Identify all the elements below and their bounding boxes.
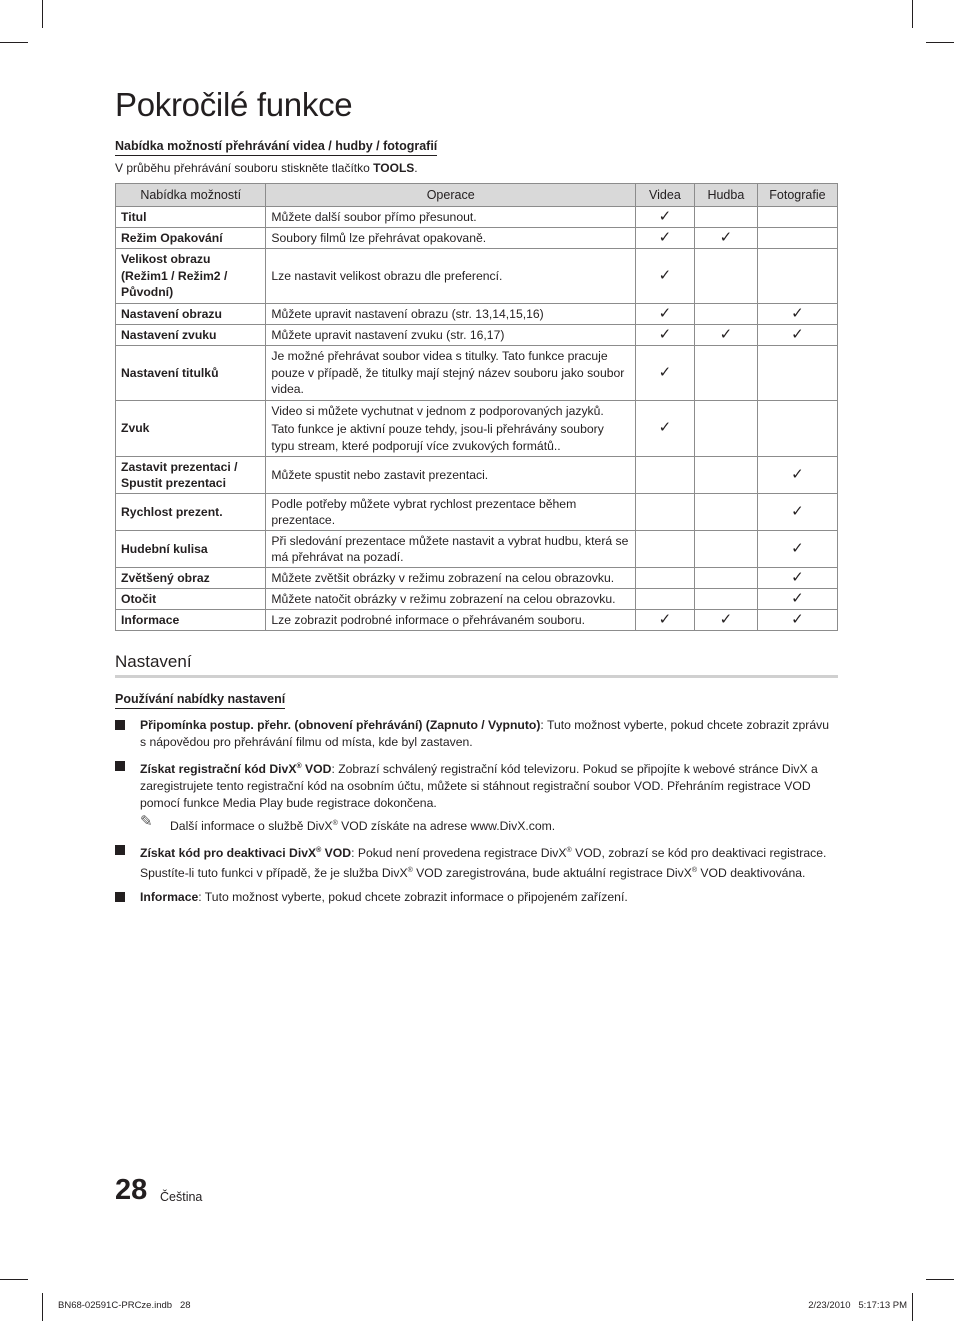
option-name: Zastavit prezentaci / Spustit prezentaci [116, 457, 266, 494]
photos-check [757, 249, 837, 304]
intro-suffix: . [414, 161, 418, 175]
list-item [115, 842, 838, 882]
label-part: Získat registrační kód DivX [140, 762, 297, 777]
photos-check [757, 207, 837, 228]
header-music: Hudba [694, 184, 757, 207]
header-option: Nabídka možností [116, 184, 266, 207]
option-operation: Můžete spustit nebo zastavit prezentaci. [266, 457, 636, 494]
option-operation: Můžete upravit nastavení obrazu (str. 13,14,15,16) [266, 304, 636, 325]
page-title: Pokročilé funkce [115, 86, 353, 123]
table-row [116, 401, 838, 457]
crop-mark [42, 0, 43, 28]
photos-check [757, 401, 837, 457]
option-operation: Můžete další soubor přímo přesunout. [266, 207, 636, 228]
menu-section-heading: Nabídka možností přehrávání videa / hudby / fotografií [115, 139, 437, 156]
page-number: 28 [115, 1174, 148, 1206]
crop-mark [0, 1279, 28, 1280]
videos-check: ✓ [635, 304, 694, 325]
item-text: : Tuto možnost vyberte, pokud chcete zobrazit informace o připojeném zařízení. [198, 890, 628, 905]
videos-check [635, 568, 694, 589]
crop-mark [926, 42, 954, 43]
settings-section-title: Nastavení [115, 652, 838, 678]
option-name: Nastavení obrazu [116, 304, 266, 325]
bullet-square-icon [115, 720, 125, 730]
registered-mark: ® [296, 763, 302, 770]
music-check [694, 589, 757, 610]
list-item [115, 717, 838, 751]
music-check: ✓ [694, 610, 757, 631]
page-language: Čeština [160, 1190, 203, 1204]
music-check [694, 207, 757, 228]
table-row [116, 494, 838, 531]
crop-mark [42, 1293, 43, 1321]
option-name: Nastavení zvuku [116, 325, 266, 346]
videos-check: ✓ [635, 207, 694, 228]
option-name: Titul [116, 207, 266, 228]
table-row [116, 610, 838, 631]
label-part: VOD [301, 762, 332, 777]
option-name: Velikost obrazu (Režim1 / Režim2 / Původní) [116, 249, 266, 304]
table-row [116, 589, 838, 610]
videos-check: ✓ [635, 249, 694, 304]
photos-check [757, 228, 837, 249]
settings-list [115, 717, 838, 913]
table-row [116, 568, 838, 589]
videos-check: ✓ [635, 610, 694, 631]
option-name: Nastavení titulků [116, 346, 266, 401]
item-label: Připomínka postup. přehr. (obnovení přehrávání) (Zapnuto / Vypnuto) [140, 718, 541, 732]
option-name: Hudební kulisa [116, 531, 266, 568]
table-row [116, 228, 838, 249]
option-name: Rychlost prezent. [116, 494, 266, 531]
videos-check: ✓ [635, 325, 694, 346]
table-row [116, 304, 838, 325]
list-item [115, 889, 838, 906]
photos-check: ✓ [757, 304, 837, 325]
registered-mark: ® [407, 867, 413, 875]
videos-check [635, 531, 694, 568]
table-row [116, 249, 838, 304]
music-check [694, 568, 757, 589]
item-label [140, 846, 351, 860]
list-item [115, 758, 838, 835]
table-row [116, 346, 838, 401]
registered-mark: ® [316, 847, 322, 855]
option-name: Zvětšený obraz [116, 568, 266, 589]
option-operation: Soubory filmů lze přehrávat opakovaně. [266, 228, 636, 249]
music-check: ✓ [694, 228, 757, 249]
registered-mark: ® [332, 820, 338, 828]
crop-mark [926, 1279, 954, 1280]
item-text: VOD, zobrazí se kód pro deaktivaci registrace. Spustíte-li tuto funkci v případě, že je služba DivX [140, 846, 827, 881]
option-operation: Je možné přehrávat soubor videa s titulky. Tato funkce pracuje pouze v případě, že titulky mají stejný název souboru jako soubor videa. [266, 346, 636, 401]
option-operation: Při sledování prezentace můžete nastavit a vybrat hudbu, která se má přehrávat na pozadí. [266, 531, 636, 568]
videos-check: ✓ [635, 228, 694, 249]
photos-check: ✓ [757, 494, 837, 531]
item-text: VOD zaregistrována, bude aktuální registrace DivX [412, 866, 692, 881]
note-text: Další informace o službě DivX [170, 819, 333, 834]
option-operation [266, 401, 636, 457]
music-check [694, 401, 757, 457]
table-row [116, 457, 838, 494]
videos-check: ✓ [635, 346, 694, 401]
photos-check: ✓ [757, 325, 837, 346]
operation-line-2: Tato funkce je aktivní pouze tehdy, jsou-li přehrávány soubory typu stream, které podporují více zvukových formátů.. [271, 422, 604, 453]
music-check [694, 249, 757, 304]
crop-mark [912, 0, 913, 28]
option-operation: Lze nastavit velikost obrazu dle preferencí. [266, 249, 636, 304]
option-operation: Můžete natočit obrázky v režimu zobrazení na celou obrazovku. [266, 589, 636, 610]
registered-mark: ® [566, 847, 572, 855]
music-check [694, 457, 757, 494]
print-file-info: BN68-02591C-PRCze.indb 28 [58, 1300, 191, 1311]
item-text: : Pokud není provedena registrace DivX [351, 846, 567, 861]
option-name: Otočit [116, 589, 266, 610]
table-row [116, 207, 838, 228]
item-text: VOD deaktivována. [697, 866, 806, 881]
header-operation: Operace [266, 184, 636, 207]
print-timestamp: 2/23/2010 5:17:13 PM [808, 1300, 907, 1311]
photos-check: ✓ [757, 610, 837, 631]
table-row [116, 531, 838, 568]
photos-check: ✓ [757, 531, 837, 568]
operation-line-1: Video si můžete vychutnat v jednom z podporovaných jazyků. [271, 403, 604, 418]
option-name: Informace [116, 610, 266, 631]
table-row [116, 325, 838, 346]
photos-check: ✓ [757, 568, 837, 589]
note-text: VOD získáte na adrese www.DivX.com. [337, 819, 556, 834]
label-part: Získat kód pro deaktivaci DivX [140, 846, 317, 861]
item-label: Informace [140, 890, 199, 905]
option-operation: Můžete upravit nastavení zvuku (str. 16,17) [266, 325, 636, 346]
photos-check [757, 346, 837, 401]
crop-mark [0, 42, 28, 43]
option-name: Režim Opakování [116, 228, 266, 249]
photos-check: ✓ [757, 589, 837, 610]
videos-check [635, 589, 694, 610]
music-check: ✓ [694, 325, 757, 346]
bullet-square-icon [115, 761, 125, 771]
settings-subheading: Používání nabídky nastavení [115, 692, 285, 709]
note [140, 815, 838, 835]
music-check [694, 531, 757, 568]
videos-check: ✓ [635, 401, 694, 457]
option-operation: Můžete zvětšit obrázky v režimu zobrazení na celou obrazovku. [266, 568, 636, 589]
menu-intro [115, 161, 418, 175]
videos-check [635, 457, 694, 494]
option-name: Zvuk [116, 401, 266, 457]
tools-key: TOOLS [373, 161, 415, 175]
item-text: : Zobrazí schválený registrační kód televizoru. Pokud se připojíte k webové stránce DivX a zaregistrujete tento registrační kód na osobním účtu, můžete si stáhnout registrační soubor VOD. Přehráním registrace VOD pomocí funkce Media Play bude registrace dokončena. [140, 762, 818, 811]
header-videos: Videa [635, 184, 694, 207]
options-table [115, 183, 838, 631]
item-text: : Tuto možnost vyberte, pokud chcete zobrazit zprávu s nápovědou pro přehrávání filmu od místa, kde byl zastaven. [140, 718, 829, 749]
crop-mark [912, 1293, 913, 1321]
header-photos: Fotografie [757, 184, 837, 207]
bullet-square-icon [115, 892, 125, 902]
label-part: VOD [321, 846, 352, 861]
music-check [694, 346, 757, 401]
photos-check: ✓ [757, 457, 837, 494]
option-operation: Podle potřeby můžete vybrat rychlost prezentace během prezentace. [266, 494, 636, 531]
pencil-note-icon: ✎ [140, 813, 153, 831]
option-operation: Lze zobrazit podrobné informace o přehrávaném souboru. [266, 610, 636, 631]
item-label [140, 762, 331, 776]
bullet-square-icon [115, 845, 125, 855]
table-header-row [116, 184, 838, 207]
music-check [694, 494, 757, 531]
registered-mark: ® [691, 867, 698, 875]
intro-prefix: V průběhu přehrávání souboru stiskněte tlačítko [115, 161, 374, 175]
videos-check [635, 494, 694, 531]
music-check [694, 304, 757, 325]
